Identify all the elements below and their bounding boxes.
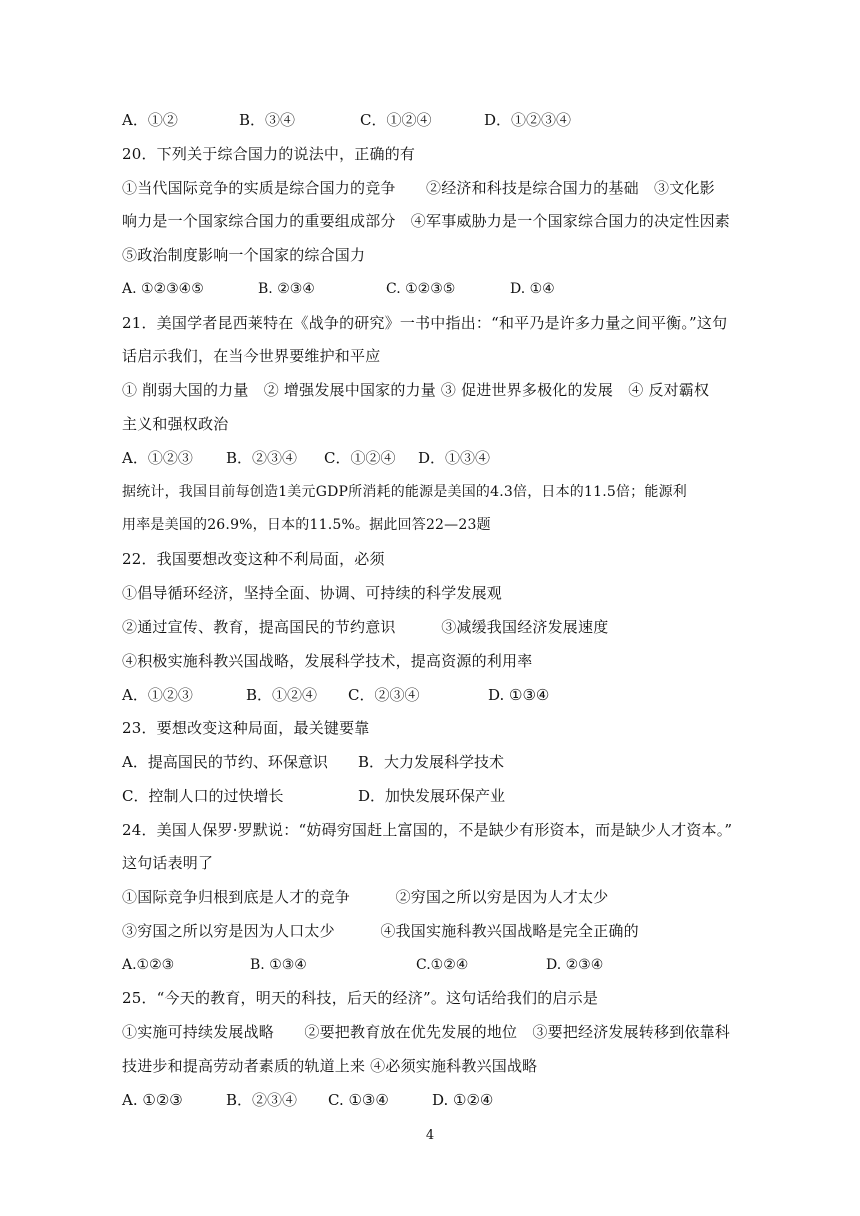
q20-choice-line-1: ①当代国际竞争的实质是综合国力的竞争 ②经济和科技是综合国力的基础 ③文化影 (122, 179, 715, 197)
stat-passage-line-1: 据统计，我国目前每创造1美元GDP所消耗的能源是美国的4.3倍，日本的11.5倍；能源利 (122, 484, 687, 500)
q23-option-d: D．加快发展环保产业 (358, 787, 506, 805)
stat-passage-line-2: 用率是美国的26.9%，日本的11.5%。据此回答22—23题 (122, 517, 491, 533)
q24-stem-line-2: 这句话表明了 (122, 854, 214, 872)
q20-option-c: C. ①②③⑤ (386, 281, 456, 297)
q21-choice-line-1: ① 削弱大国的力量 ② 增强发展中国家的力量 ③ 促进世界多极化的发展 ④ 反对霸权 (122, 381, 710, 399)
q25-option-a: A. ①②③ (122, 1091, 183, 1109)
q21-option-c: C．①②④ (324, 449, 396, 467)
q22-option-c: C．②③④ (348, 686, 420, 704)
q19-option-d: D．①②③④ (484, 111, 572, 129)
q21-stem-line-1: 21．美国学者昆西莱特在《战争的研究》一书中指出：“和平乃是许多力量之间平衡。”这句 (122, 314, 728, 332)
q22-option-b: B．①②④ (246, 686, 318, 704)
q21-option-b: B．②③④ (226, 449, 298, 467)
q25-option-d: D. ①②④ (432, 1091, 494, 1109)
q25-option-b: B．②③④ (226, 1091, 298, 1109)
q25-option-c: C. ①③④ (328, 1091, 389, 1109)
q19-option-b: B．③④ (239, 111, 296, 129)
page-number: 4 (425, 1128, 435, 1143)
q21-option-a: A．①②③ (122, 449, 193, 467)
q21-stem-line-2: 话启示我们，在当今世界要维护和平应 (122, 347, 381, 365)
q22-choice-line-1: ①倡导循环经济，坚持全面、协调、可持续的科学发展观 (122, 584, 503, 602)
q24-choice-line-2: ③穷国之所以穷是因为人口太少 ④我国实施科教兴国战略是完全正确的 (122, 922, 639, 940)
q23-option-c: C．控制人口的过快增长 (122, 787, 284, 805)
q20-option-d: D. ①④ (510, 281, 555, 297)
q24-option-b: B. ①③④ (250, 957, 307, 973)
q22-option-d: D. ①③④ (488, 686, 550, 704)
q21-choice-line-2: 主义和强权政治 (122, 415, 229, 433)
q20-choice-line-2: 响力是一个国家综合国力的重要组成部分 ④军事威胁力是一个国家综合国力的决定性因素 (122, 212, 731, 230)
q24-option-d: D. ②③④ (546, 957, 604, 973)
q22-stem: 22．我国要想改变这种不利局面，必须 (122, 550, 385, 568)
q22-choice-line-3: ④积极实施科教兴国战略，发展科学技术，提高资源的利用率 (122, 652, 533, 670)
q20-option-b: B. ②③④ (258, 281, 315, 297)
q20-choice-line-3: ⑤政治制度影响一个国家的综合国力 (122, 246, 366, 264)
q19-option-a: A．①② (122, 111, 178, 129)
q20-option-a: A. ①②③④⑤ (122, 281, 204, 297)
q20-stem: 20．下列关于综合国力的说法中，正确的有 (122, 145, 416, 163)
q19-option-c: C．①②④ (360, 111, 432, 129)
q24-stem-line-1: 24．美国人保罗·罗默说：“妨碍穷国赶上富国的，不是缺少有形资本，而是缺少人才资本。” (122, 821, 733, 839)
q23-stem: 23．要想改变这种局面，最关键要靠 (122, 719, 370, 737)
q24-option-a: A.①②③ (122, 957, 175, 973)
q24-option-c: C.①②④ (416, 957, 469, 973)
q23-option-b: B．大力发展科学技术 (358, 753, 505, 771)
q21-option-d: D．①③④ (418, 449, 491, 467)
q24-choice-line-1: ①国际竞争归根到底是人才的竞争 ②穷国之所以穷是因为人才太少 (122, 888, 609, 906)
q25-choice-line-2: 技进步和提高劳动者素质的轨道上来 ④必须实施科教兴国战略 (122, 1057, 538, 1075)
q22-choice-line-2: ②通过宣传、教育，提高国民的节约意识 ③减缓我国经济发展速度 (122, 618, 609, 636)
q23-option-a: A．提高国民的节约、环保意识 (122, 753, 328, 771)
q25-stem: 25．“今天的教育，明天的科技，后天的经济”。这句话给我们的启示是 (122, 989, 599, 1007)
q25-choice-line-1: ①实施可持续发展战略 ②要把教育放在优先发展的地位 ③要把经济发展转移到依靠科 (122, 1023, 731, 1041)
q22-option-a: A．①②③ (122, 686, 193, 704)
